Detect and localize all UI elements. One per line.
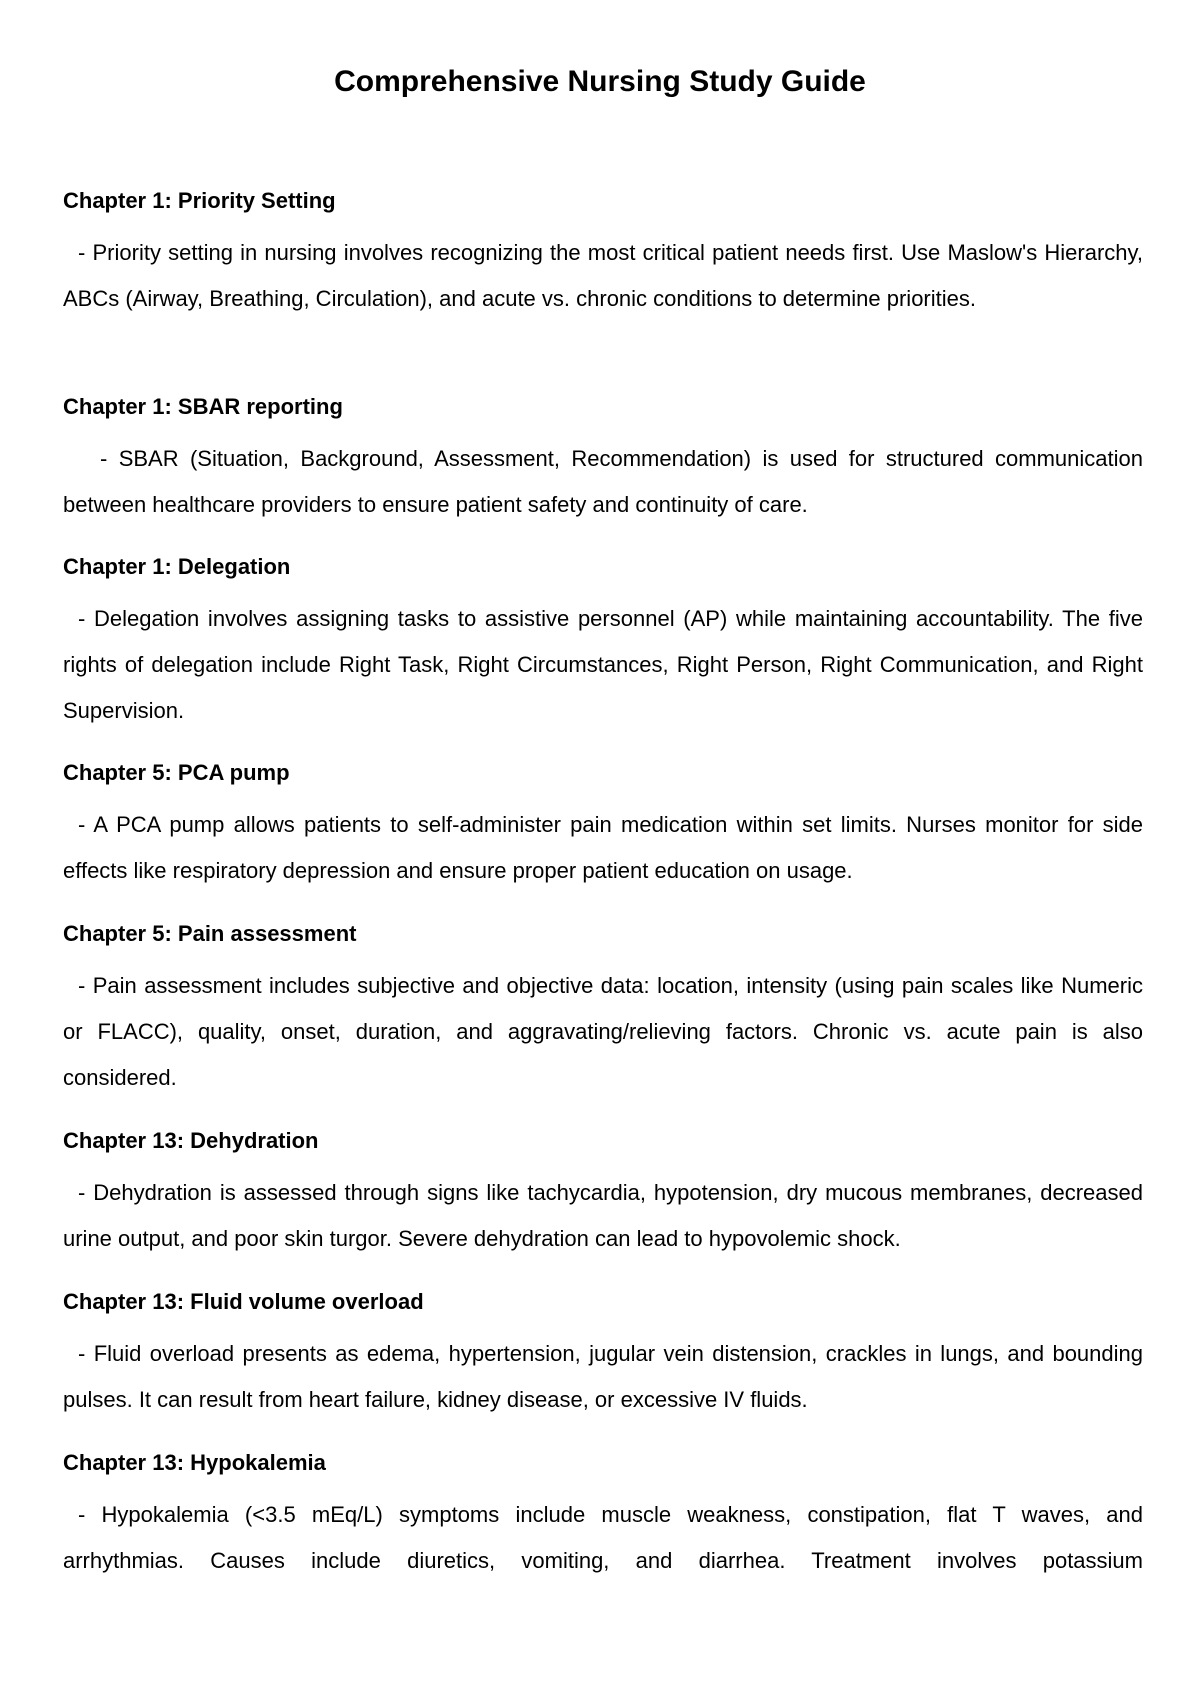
section-body: - Priority setting in nursing involves recognizing the most critical patient needs first. Use Maslow's Hierarchy, ABCs (Airway, Breathing, Circulation), and acute vs. chronic conditions to determine priorities. — [63, 240, 1143, 311]
section-body: - Dehydration is assessed through signs like tachycardia, hypotension, dry mucous membranes, decreased urine output, and poor skin turgor. Severe dehydration can lead to hypovolemic shock. — [63, 1180, 1143, 1251]
section-heading: Chapter 1: Delegation — [63, 554, 291, 579]
document-title: Comprehensive Nursing Study Guide — [334, 65, 866, 98]
section-body: - Hypokalemia (<3.5 mEq/L) symptoms include muscle weakness, constipation, flat T waves, and arrhythmias. Causes include diuretics, vomiting, and diarrhea. Treatment involves potassium — [63, 1502, 1143, 1573]
section-dehydration — [63, 1126, 1143, 1262]
section-heading: Chapter 1: SBAR reporting — [63, 394, 343, 419]
section-body: - Pain assessment includes subjective and objective data: location, intensity (using pain scales like Numeric or FLACC), quality, onset, duration, and aggravating/relieving factors. Chronic vs. acute pain is also considered. — [63, 973, 1143, 1090]
section-body: - A PCA pump allows patients to self-administer pain medication within set limits. Nurses monitor for side effects like respiratory depression and ensure proper patient education on usage. — [63, 812, 1143, 883]
section-priority-setting — [63, 186, 1143, 322]
section-pca-pump — [63, 758, 1143, 894]
section-heading: Chapter 1: Priority Setting — [63, 188, 336, 213]
section-body: - Delegation involves assigning tasks to assistive personnel (AP) while maintaining accountability. The five rights of delegation include Right Task, Right Circumstances, Right Person, Right Communication, and Right Supervision. — [63, 606, 1143, 723]
section-heading: Chapter 5: Pain assessment — [63, 921, 357, 946]
section-heading: Chapter 13: Hypokalemia — [63, 1450, 326, 1475]
section-sbar-reporting — [63, 392, 1143, 528]
section-hypokalemia — [63, 1448, 1143, 1584]
section-heading: Chapter 5: PCA pump — [63, 760, 290, 785]
section-fluid-volume-overload — [63, 1287, 1143, 1423]
section-body: - SBAR (Situation, Background, Assessment, Recommendation) is used for structured communication between healthcare providers to ensure patient safety and continuity of care. — [63, 446, 1143, 517]
section-heading: Chapter 13: Dehydration — [63, 1128, 319, 1153]
section-delegation — [63, 552, 1143, 734]
section-pain-assessment — [63, 919, 1143, 1101]
section-heading: Chapter 13: Fluid volume overload — [63, 1289, 424, 1314]
section-body: - Fluid overload presents as edema, hypertension, jugular vein distension, crackles in lungs, and bounding pulses. It can result from heart failure, kidney disease, or excessive IV fluids. — [63, 1341, 1143, 1412]
